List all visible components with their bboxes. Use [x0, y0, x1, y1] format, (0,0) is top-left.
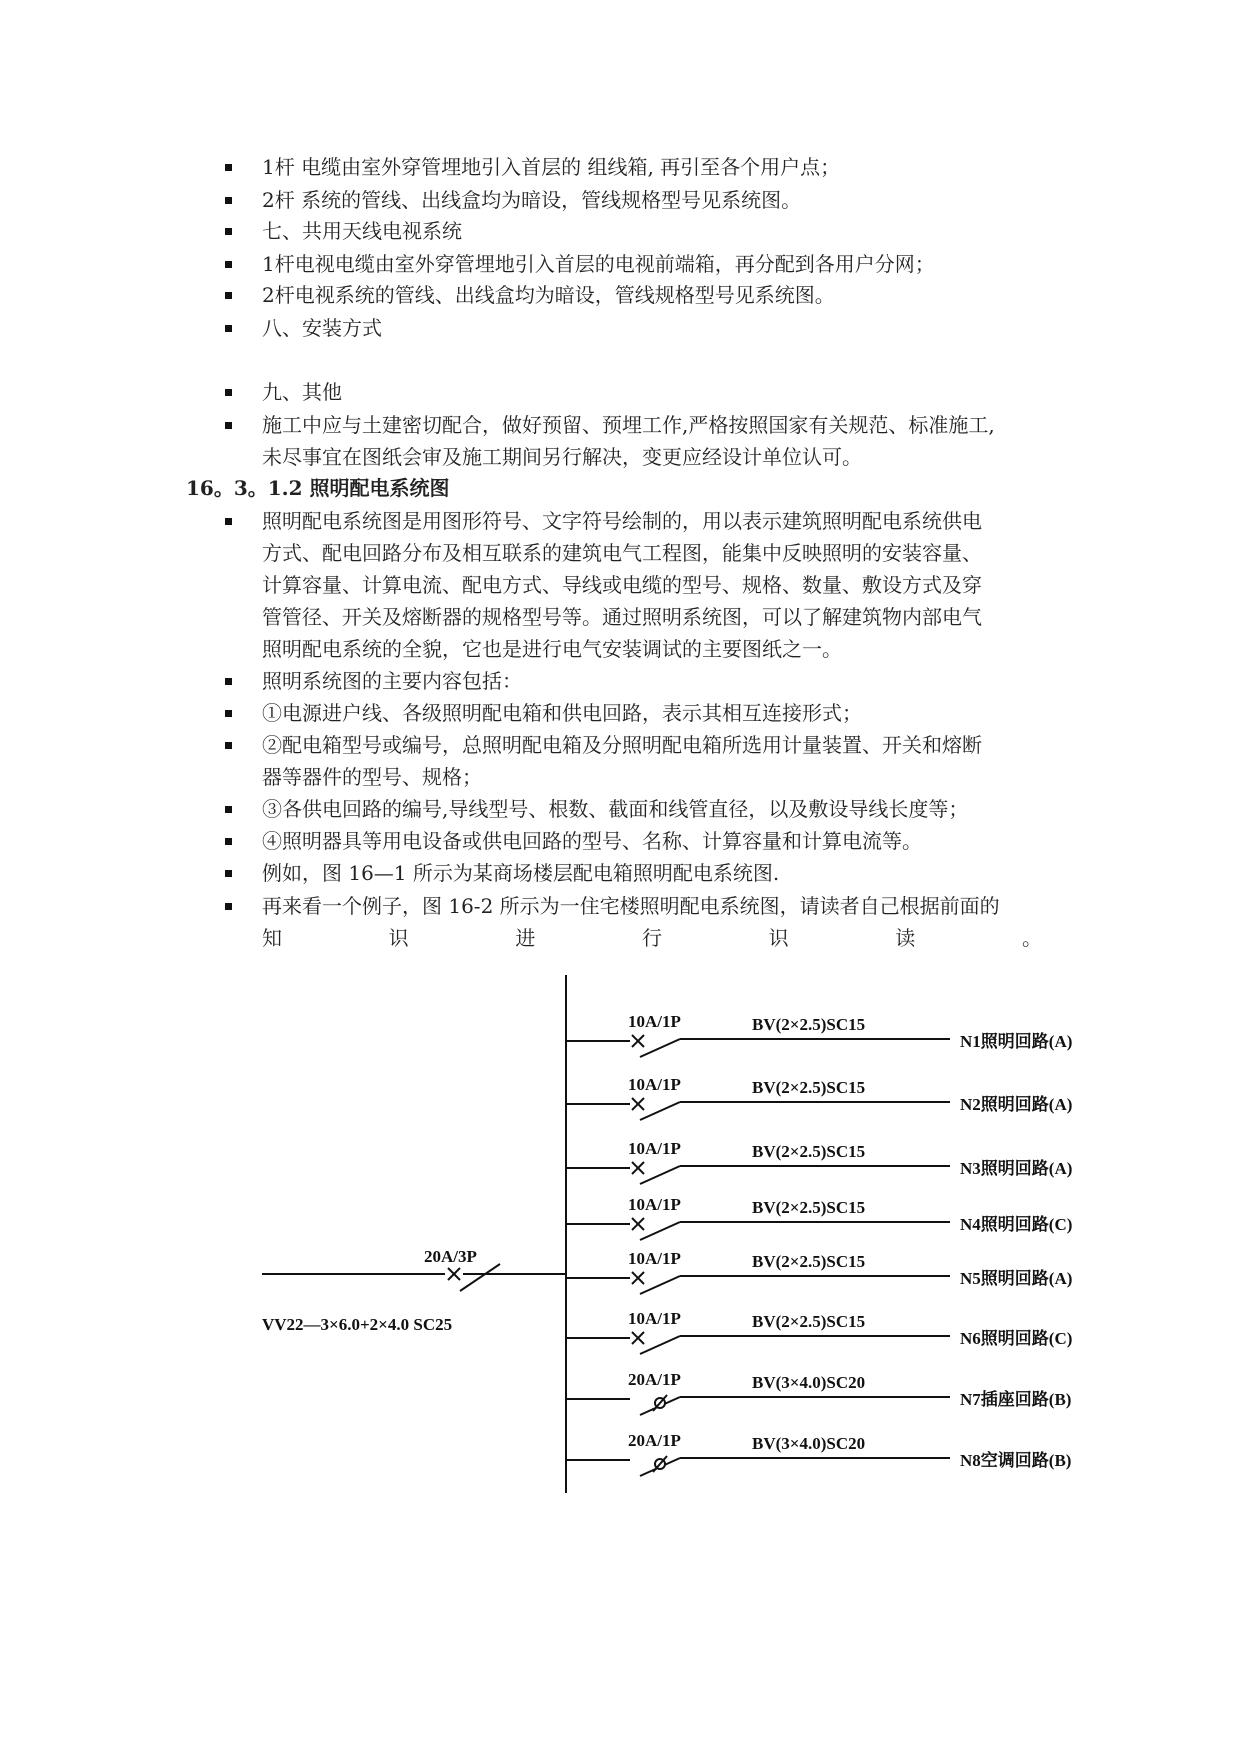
- body-line: ②配电箱型号或编号，总照明配电箱及分照明配电箱所选用计量装置、开关和熔断: [262, 733, 982, 757]
- body-line: 器等器件的型号、规格；: [262, 765, 482, 789]
- main-cable-label: VV22—3×6.0+2×4.0 SC25: [262, 1315, 453, 1334]
- branch-wire-label: BV(2×2.5)SC15: [752, 1015, 866, 1034]
- body-line: 例如，图 16—1 所示为某商场楼层配电箱照明配电系统图.: [262, 861, 780, 885]
- body-line: ①电源进户线、各级照明配电箱和供电回路，表示其相互连接形式；: [262, 701, 862, 725]
- branch-wire-label: BV(3×4.0)SC20: [752, 1373, 866, 1392]
- spaced-char: 识: [388, 926, 409, 950]
- body-line: 管管径、开关及熔断器的规格型号等。通过照明系统图，可以了解建筑物内部电气: [262, 605, 982, 629]
- body-line: 再来看一个例子，图 16-2 所示为一住宅楼照明配电系统图，请读者自己根据前面的: [262, 894, 1000, 918]
- branch-circuit-label: N8空调回路(B): [960, 1451, 1072, 1470]
- branch-circuits: [566, 1012, 1072, 1476]
- branch-breaker-label: 10A/1P: [628, 1195, 681, 1214]
- breaker-blade: [640, 1276, 680, 1294]
- breaker-blade: [640, 1039, 680, 1057]
- body-line: 照明配电系统图是用图形符号、文字符号绘制的，用以表示建筑照明配电系统供电: [262, 509, 982, 533]
- branch-circuit-label: N2照明回路(A): [960, 1095, 1073, 1114]
- branch-wire-label: BV(3×4.0)SC20: [752, 1434, 866, 1453]
- body-line: 照明配电系统的全貌，它也是进行电气安装调试的主要图纸之一。: [262, 637, 842, 661]
- breaker-blade: [640, 1336, 680, 1354]
- branch-circuit-label: N4照明回路(C): [960, 1215, 1073, 1234]
- branch-breaker-label: 10A/1P: [628, 1249, 681, 1268]
- main-breaker-label: 20A/3P: [424, 1247, 477, 1266]
- list-item-text: 九、其他: [262, 380, 342, 404]
- body-line: 计算容量、计算电流、配电方式、导线或电缆的型号、规格、数量、敷设方式及穿: [262, 573, 982, 597]
- list-item-text: 2杆电视系统的管线、出线盒均为暗设，管线规格型号见系统图。: [262, 283, 835, 307]
- branch-wire-label: BV(2×2.5)SC15: [752, 1078, 866, 1097]
- branch-breaker-label: 10A/1P: [628, 1139, 681, 1158]
- list-item-text: 八、安装方式: [262, 316, 382, 340]
- branch-breaker-label: 10A/1P: [628, 1012, 681, 1031]
- main-breaker-blade: [460, 1264, 500, 1291]
- list-item-text: 七、共用天线电视系统: [262, 219, 462, 243]
- branch-wire-label: BV(2×2.5)SC15: [752, 1142, 866, 1161]
- section-heading: 16。3。1.2 照明配电系统图: [186, 476, 450, 500]
- body-line: 方式、配电回路分布及相互联系的建筑电气工程图，能集中反映照明的安装容量、: [262, 541, 982, 565]
- spaced-char: 知: [262, 926, 282, 950]
- branch-circuit-label: N7插座回路(B): [960, 1390, 1072, 1409]
- breaker-blade: [640, 1166, 680, 1184]
- branch-wire-label: BV(2×2.5)SC15: [752, 1312, 866, 1331]
- spaced-char: 读: [895, 926, 916, 950]
- list-item-text: 1杆电视电缆由室外穿管埋地引入首层的电视前端箱，再分配到各用户分网；: [262, 252, 935, 276]
- breaker-blade: [640, 1102, 680, 1120]
- branch-breaker-label: 20A/1P: [628, 1431, 681, 1450]
- list-item-text: 未尽事宜在图纸会审及施工期间另行解决，变更应经设计单位认可。: [262, 445, 862, 469]
- spaced-char: 识: [768, 926, 789, 950]
- body-line: ③各供电回路的编号,导线型号、根数、截面和线管直径，以及敷设导线长度等；: [262, 797, 969, 821]
- list-item-text: 2杆 系统的管线、出线盒均为暗设，管线规格型号见系统图。: [262, 188, 802, 212]
- spaced-char: 行: [641, 926, 662, 950]
- list-item-text: 1杆 电缆由室外穿管埋地引入首层的 组线箱, 再引至各个用户点；: [262, 155, 841, 179]
- branch-wire-label: BV(2×2.5)SC15: [752, 1198, 866, 1217]
- branch-circuit-label: N6照明回路(C): [960, 1329, 1073, 1348]
- branch-breaker-label: 10A/1P: [628, 1309, 681, 1328]
- body-line: ④照明器具等用电设备或供电回路的型号、名称、计算容量和计算电流等。: [262, 829, 922, 853]
- branch-wire-label: BV(2×2.5)SC15: [752, 1252, 866, 1271]
- branch-circuit-label: N1照明回路(A): [960, 1032, 1073, 1051]
- spaced-char: 。: [1021, 926, 1042, 950]
- body-line: 照明系统图的主要内容包括：: [262, 669, 522, 693]
- list-item-text: 施工中应与土建密切配合，做好预留、预埋工作,严格按照国家有关规范、标准施工,: [262, 413, 995, 437]
- branch-breaker-label: 20A/1P: [628, 1370, 681, 1389]
- branch-circuit-label: N3照明回路(A): [960, 1159, 1073, 1178]
- spaced-char: 进: [515, 926, 536, 950]
- branch-circuit-label: N5照明回路(A): [960, 1269, 1073, 1288]
- branch-breaker-label: 10A/1P: [628, 1075, 681, 1094]
- breaker-blade: [640, 1222, 680, 1240]
